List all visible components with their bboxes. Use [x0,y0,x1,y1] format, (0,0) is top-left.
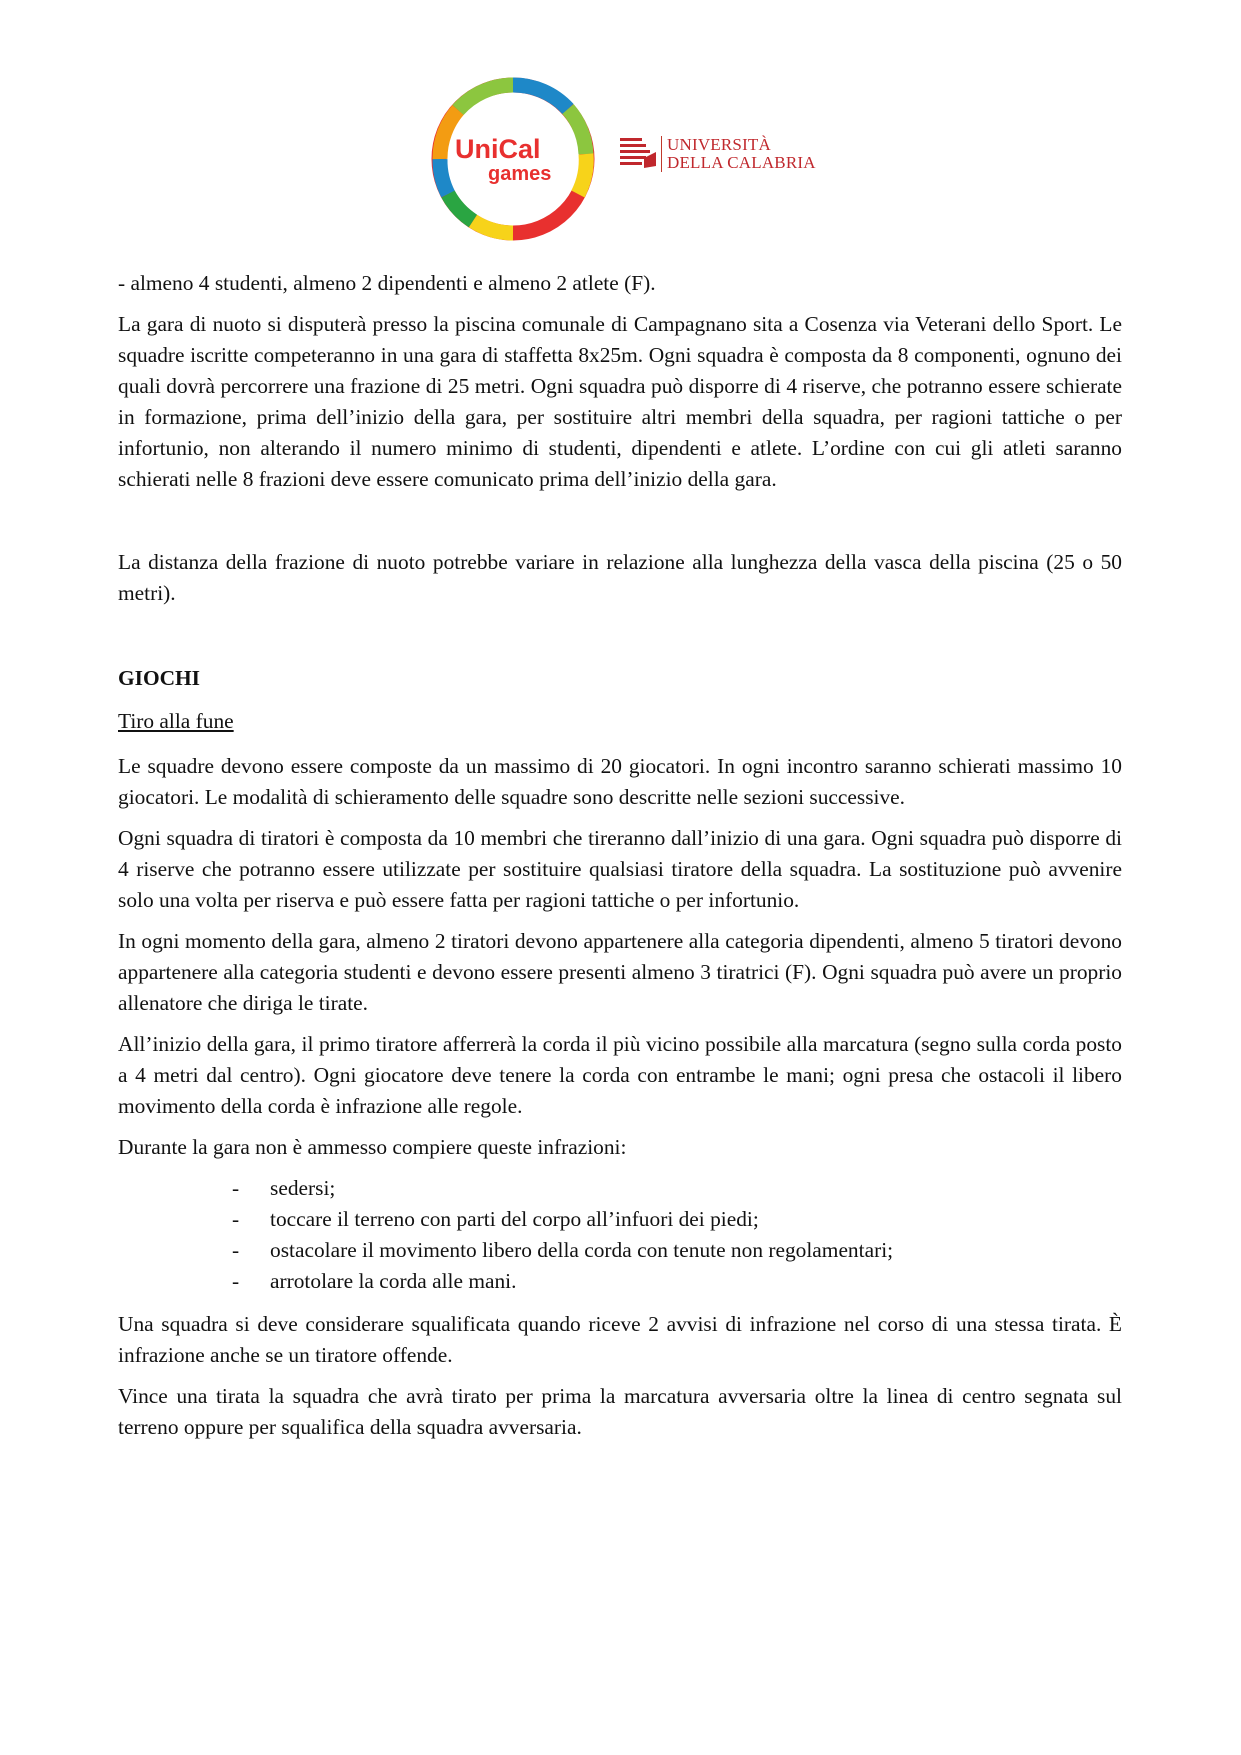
section-title: GIOCHI [118,666,201,690]
list-item [232,1266,1122,1297]
unical-games-logo [428,74,598,244]
university-name-line1: UNIVERSITÀ [667,135,771,154]
list-item-text: arrotolare la corda alle mani. [270,1269,517,1293]
intro-line: - almeno 4 studenti, almeno 2 dipendenti e almeno 2 atlete (F). [118,271,656,295]
tug-paragraph: Le squadre devono essere composte da un massimo di 20 giocatori. In ogni incontro saranno schierati massimo 10 giocatori. Le modalità di schieramento delle squadre sono descritte nelle sezioni successive. [118,754,1122,809]
list-item-text: toccare il terreno con parti del corpo all’infuori dei piedi; [270,1207,759,1231]
subsection-title: Tiro alla fune [118,709,234,733]
logo-text-games: games [488,163,552,185]
tug-paragraph: Durante la gara non è ammesso compiere queste infrazioni: [118,1135,627,1159]
list-dash: - [232,1207,240,1231]
swim-paragraph: La gara di nuoto si disputerà presso la piscina comunale di Campagnano sita a Cosenza via Veterani dello Sport. Le squadre iscritte competeranno in una gara di staffetta 8x25m. Ogni squadra è composta da 8 componenti, ognuno dei quali dovrà percorrere una frazione di 25 metri. Ogni squadra può disporre di 4 riserve, che potranno essere schierate in formazione, prima dell’inizio della gara, per sostituire altri membri della squadra, per ragioni tattiche o per infortunio, non alterando il numero minimo di studenti, dipendenti e atlete. L’ordine con cui gli atleti saranno schierati nelle 8 frazioni deve essere comunicato prima dell’inizio della gara. [118,312,1122,491]
list-dash: - [232,1176,240,1200]
tug-paragraph: In ogni momento della gara, almeno 2 tiratori devono appartenere alla categoria dipendenti, almeno 5 tiratori devono appartenere alla categoria studenti e devono essere presenti almeno 3 tiratrici (F). Ogni squadra può avere un proprio allenatore che diriga le tirate. [118,929,1122,1015]
closing-paragraph: Una squadra si deve considerare squalificata quando riceve 2 avvisi di infrazione nel corso di una stessa tirata. È infrazione anche se un tiratore offende. [118,1312,1122,1367]
infractions-list [118,1173,1122,1297]
tug-paragraph: All’inizio della gara, il primo tiratore afferrerà la corda il più vicino possibile alla marcatura (segno sulla corda posto a 4 metri dal centro). Ogni giocatore deve tenere la corda con entrambe le mani; ogni presa che ostacoli il libero movimento della corda è infrazione alle regole. [118,1032,1122,1118]
university-emblem-icon [620,138,656,170]
university-name [667,136,816,172]
university-logo-divider [661,136,662,172]
logo-text-unical: UniCal [455,134,541,164]
distance-paragraph: La distanza della frazione di nuoto potrebbe variare in relazione alla lunghezza della vasca della piscina (25 o 50 metri). [118,550,1122,605]
page-header [0,0,1241,260]
list-dash: - [232,1269,240,1293]
university-name-line2: DELLA CALABRIA [667,153,816,172]
list-item-text: sedersi; [270,1176,336,1200]
university-logo [620,136,820,176]
list-item [232,1235,1122,1266]
closing-paragraph: Vince una tirata la squadra che avrà tirato per prima la marcatura avversaria oltre la linea di centro segnata sul terreno oppure per squalifica della squadra avversaria. [118,1384,1122,1439]
list-item [232,1204,1122,1235]
tug-paragraph: Ogni squadra di tiratori è composta da 10 membri che tireranno dall’inizio di una gara. Ogni squadra può disporre di 4 riserve che potranno essere utilizzate per sostituire qualsiasi tiratore della squadra. La sostituzione può avvenire solo una volta per riserva e può essere fatta per ragioni tattiche o per infortunio. [118,826,1122,912]
list-item-text: ostacolare il movimento libero della corda con tenute non regolamentari; [270,1238,894,1262]
list-dash: - [232,1238,240,1262]
document-body [118,268,1122,1453]
list-item [232,1173,1122,1204]
